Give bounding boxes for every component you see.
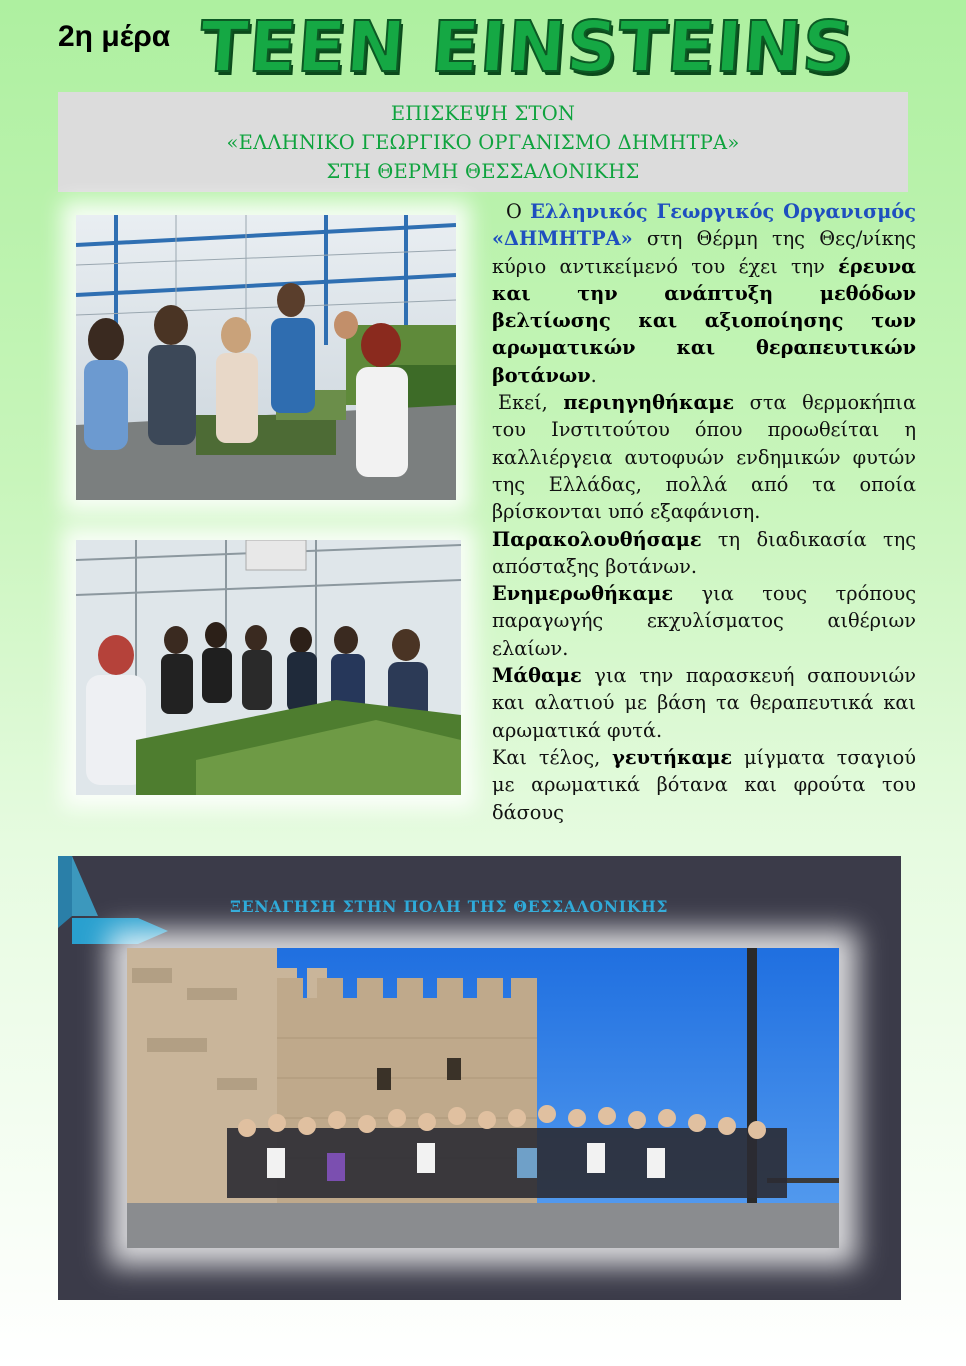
visit-heading-line2: «ΕΛΛΗΝΙΚΟ ΓΕΩΡΓΙΚΟ ΟΡΓΑΝΙΣΜΟ ΔΗΜΗΤΡΑ»: [226, 131, 740, 154]
article-p4-emphasis: Ενημερωθήκαμε: [492, 582, 674, 606]
article-paragraph-2: [492, 389, 916, 525]
city-tour-group-photo-image: [127, 948, 839, 1248]
article-p2-text: στα θερμοκήπια του Ινστιτούτου όπου προωθείται η καλλιέργεια αυτοφυών ενδημικών φυτών της Ελλάδας, πολλά από τα οποία βρίσκονται υπό εξαφάνιση.: [492, 391, 916, 524]
greenhouse-photo-1-image: [76, 215, 456, 500]
page-title: TEEN EINSTEINS: [197, 6, 857, 88]
article-p2-emphasis: περιηγηθήκαμε: [563, 391, 735, 415]
greenhouse-photo-1: [76, 215, 456, 500]
article-paragraph-6: [492, 744, 916, 826]
day-label: 2η μέρα: [58, 20, 171, 53]
article-p1-end: .: [590, 363, 597, 387]
article-p6-intro: Και τέλος,: [492, 745, 613, 769]
article-p6-emphasis: γευτήκαμε: [612, 745, 733, 769]
article-p6-text: μίγματα τσαγιού με αρωματικά βότανα και φρούτα του δάσους: [492, 745, 917, 824]
visit-heading-box: [58, 92, 908, 192]
greenhouse-photo-2: [76, 540, 461, 795]
visit-heading-line1: ΕΠΙΣΚΕΨΗ ΣΤΟΝ: [390, 102, 576, 125]
article-body: [492, 198, 916, 826]
article-paragraph-1: [492, 198, 916, 389]
article-paragraph-3: [492, 526, 916, 581]
article-p1-intro: Ο: [506, 200, 531, 223]
article-p4-text: για τους τρόπους παραγωγής εκχυλίσματος αιθέριων ελαίων.: [492, 582, 916, 660]
visit-heading-line3: ΣΤΗ ΘΕΡΜΗ ΘΕΣΣΑΛΟΝΙΚΗΣ: [326, 160, 640, 183]
greenhouse-photo-2-image: [76, 540, 461, 795]
organization-name: Ελληνικός Γεωργικός Οργανισμός «ΔΗΜΗΤΡΑ»: [492, 200, 917, 251]
article-p3-emphasis: Παρακολουθήσαμε: [492, 527, 702, 551]
article-p5-emphasis: Μάθαμε: [492, 664, 582, 688]
city-tour-group-photo: [127, 948, 839, 1248]
article-paragraph-4: [492, 580, 916, 662]
article-paragraph-5: [492, 662, 916, 744]
article-p5-text: για την παρασκευή σαπουνιών και αλατιού με βάση τα θεραπευτικά και αρωματικά φυτά.: [492, 664, 916, 742]
city-tour-title: ΞΕΝΑΓΗΣΗ ΣΤΗΝ ΠΟΛΗ ΤΗΣ ΘΕΣΣΑΛΟΝΙΚΗΣ: [230, 897, 669, 916]
article-p3-text: τη διαδικασία της απόσταξης βοτάνων.: [492, 527, 916, 578]
article-p1-text: στη Θέρμη της Θες/νίκης κύριο αντικείμενό του έχει την: [492, 227, 916, 278]
article-p2-intro: Εκεί,: [498, 391, 564, 415]
article-p1-emphasis: έρευνα και την ανάπτυξη μεθόδων βελτίωσης και αξιοποίησης των αρωματικών και θεραπευτικών βοτάνων: [492, 254, 916, 387]
